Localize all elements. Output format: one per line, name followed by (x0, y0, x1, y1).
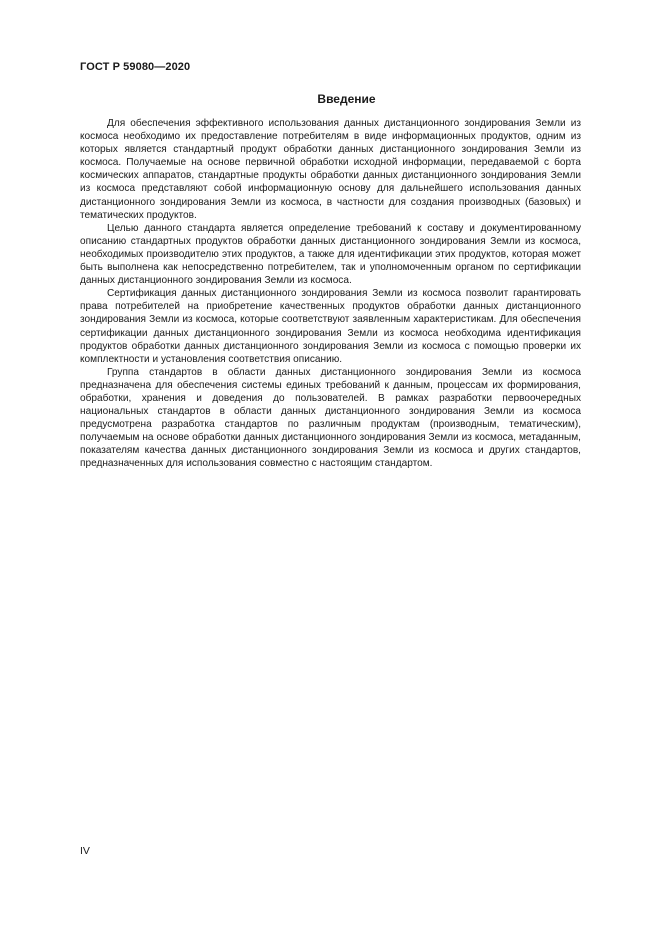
document-header: ГОСТ Р 59080—2020 (80, 61, 191, 73)
section-title: Введение (317, 92, 376, 106)
page-number: IV (80, 845, 90, 857)
paragraph: Для обеспечения эффективного использования данных дистанционного зондирования Земли из космоса необходимо их предоставление потребителям в виде информационных продуктов, одним из которых является стандартный продукт обработки данных дистанционного зондирования Земли из космоса. Получаемые на основе первичной обработки исходной информации, передаваемой с борта космических аппаратов, стандартные продукты обработки данных дистанционного зондирования Земли из космоса представляют собой информационную основу для дальнейшего использования данных дистанционного зондирования Земли из космоса, в частности для создания производных (базовых) и тематических продуктов. (80, 118, 581, 221)
introduction-body (80, 117, 581, 471)
paragraph: Сертификация данных дистанционного зондирования Земли из космоса позволит гарантировать права потребителей на приобретение качественных продуктов обработки данных дистанционного зондирования Земли из космоса, которые соответствуют заявленным характеристикам. Для обеспечения сертификации данных дистанционного зондирования Земли из космоса необходима идентификация продуктов обработки данных дистанционного зондирования Земли из космоса с помощью проверки их комплектности и установления соответствия описанию. (80, 288, 581, 365)
paragraph: Целью данного стандарта является определение требований к составу и документированному описанию стандартных продуктов обработки данных дистанционного зондирования Земли из космоса, необходимых производителю этих продуктов, а также для идентификации этих продуктов, которая может быть выполнена как непосредственно потребителем, так и уполномоченным органом по сертификации данных дистанционного зондирования Земли из космоса. (80, 222, 581, 287)
paragraph: Группа стандартов в области данных дистанционного зондирования Земли из космоса предназначена для обеспечения системы единых требований к данным, процессам их формирования, обработки, хранения и доведения до пользователей. В рамках разработки первоочередных национальных стандартов в области данных дистанционного зондирования Земли из космоса предусмотрена разработка стандартов по различным продуктам (производным, тематическим), получаемым на основе обработки данных дистанционного зондирования Земли из космоса, метаданным, показателям качества данных дистанционного зондирования Земли из космоса и других стандартов, предназначенных для использования совместно с настоящим стандартом. (80, 366, 581, 470)
